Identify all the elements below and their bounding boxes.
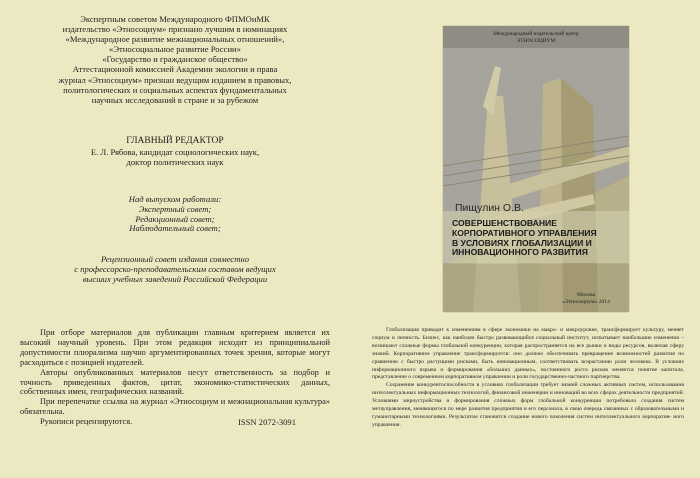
- intro-line: «Международное развитие межнациональных отношений»,: [65, 34, 285, 45]
- review-line: высших учебных заведений Российской Федерации: [82, 273, 268, 284]
- intro-line: научных исследований в стране и за рубежом: [91, 94, 259, 105]
- intro-line: Аттестационной комиссией Академии экологии и права: [72, 64, 278, 75]
- editor-line: Е. Л. Рябова, кандидат социологических наук,: [90, 147, 260, 157]
- rules-paragraph: При отборе материалов для публикации главным критерием является их высокий научный уровень. При этом редакция исходит из принципиальной допустимости плюрализма научно аргументированных точек зрения, которые могут расходиться с позицией издателей.: [20, 328, 330, 367]
- review-line: Рецензионный совет издания совместно: [100, 254, 250, 264]
- review-block: [20, 255, 330, 284]
- cover-publisher-line: ЭТНОСОЦИУМ: [516, 37, 556, 44]
- abstract-paragraph: Сохранение конкурентоспособности в условиях глобализации требует знаний сложных активных систем, использования интеллектуальных информационных технологий, финансовой инженерии и инноваций во всех сферах деятельности предприятий. Условиями мироустройства и формирования сложных форм глобальной конкуренции потребовало создания систем метауправления, меняющегося по мере развития предприятия и его персонала, в свою очередь связанных с образовательными и гуманитарными технологиями. Результатом становится создание нового поколения систем интеллектуального корпоратив- ного управления.: [372, 382, 684, 428]
- editor-block: [20, 136, 330, 167]
- cover-title-line: СОВЕРШЕНСТВОВАНИЕ: [452, 218, 557, 228]
- review-line: с профессорско-преподавательским составом ведущих: [74, 263, 276, 274]
- councils-line: Экспертный совет;: [138, 203, 212, 214]
- councils-line: Редакционный совет;: [135, 213, 215, 224]
- intro-line: политологических и социальных аспектах фундаментальных: [63, 84, 287, 95]
- intro-line: издательство «Этносоциум» признано лучшим в номинациях: [62, 24, 288, 35]
- cover-title-line: В УСЛОВИЯХ ГЛОБАЛИЗАЦИИ И: [452, 237, 592, 248]
- intro-line: «Государство и гражданское общество»: [102, 54, 248, 65]
- cover-city-line: Москва: [576, 292, 596, 298]
- cover-title: [452, 219, 612, 258]
- editor-title: ГЛАВНЫЙ РЕДАКТОР: [126, 136, 224, 146]
- abstract-block: [372, 327, 684, 430]
- intro-line: Экспертным советом Международного ФПМОиМК: [80, 14, 270, 24]
- rules-paragraph: При перепечатке ссылка на журнал «Этносоциум и межнациональная культура» обязательна.: [20, 397, 330, 417]
- councils-block: [20, 195, 330, 234]
- intro-block: [20, 14, 330, 105]
- abstract-paragraph: Глобализация приводит к изменениям в сфере экономики на макро- и микроуровне, трансформирует культуру, меняет социум и личность. Бизнес, как наиболее быстро развивающийся социальный институт, испытывает наибольшие изменения – возникают сложные формы глобальной конкуренции, которая распространяется на все рынки и виды ресурсов, включая сферу знаний. Корпоративное управление трансформируется: оно должно обеспечивать превращение возможностей развития по сравнению с быстро растущими рисками, быть инновационным, соответствовать возрастанию роли человека. В условиях информационного взрыва и формирования «больших данных», постоянного роста рисков меняется понятие капитала, представление о современном корпоративном управлении и роли государственно-частного партнерства.: [372, 327, 684, 381]
- cover-city-line: «Этносоциум» 2014: [562, 298, 610, 305]
- cover-publisher: [443, 31, 629, 44]
- rules-paragraph: Авторы опубликованных материалов несут ответственность за подбор и точность приведенных фактов, цитат, экономико-статистических данных, собственных имен, географических названий.: [20, 367, 330, 397]
- issn-number: ISSN 2072-3091: [238, 417, 297, 427]
- editor-line: доктор политических наук: [126, 157, 224, 167]
- cover-author: Пищулин О.В.: [455, 202, 524, 214]
- right-page: [350, 0, 700, 478]
- cover-title-line: ИННОВАЦИОННОГО РАЗВИТИЯ: [452, 247, 588, 258]
- councils-line: Наблюдательный совет;: [129, 223, 221, 234]
- rules-block: [20, 328, 330, 427]
- cover-publisher-line: Международный издательский центр: [493, 31, 579, 37]
- rules-paragraph: Рукописи рецензируются.: [40, 417, 133, 427]
- councils-line: Над выпуском работали:: [128, 194, 222, 204]
- intro-line: журнал «Этносоциум» признан ведущим изданием в правовых,: [58, 74, 292, 85]
- cover-city: [561, 292, 611, 305]
- cover-illustration: [443, 26, 629, 312]
- intro-line: «Этносоциальное развитие России»: [109, 44, 241, 55]
- book-cover: [443, 26, 629, 312]
- cover-title-line: КОРПОРАТИВНОГО УПРАВЛЕНИЯ: [452, 227, 597, 238]
